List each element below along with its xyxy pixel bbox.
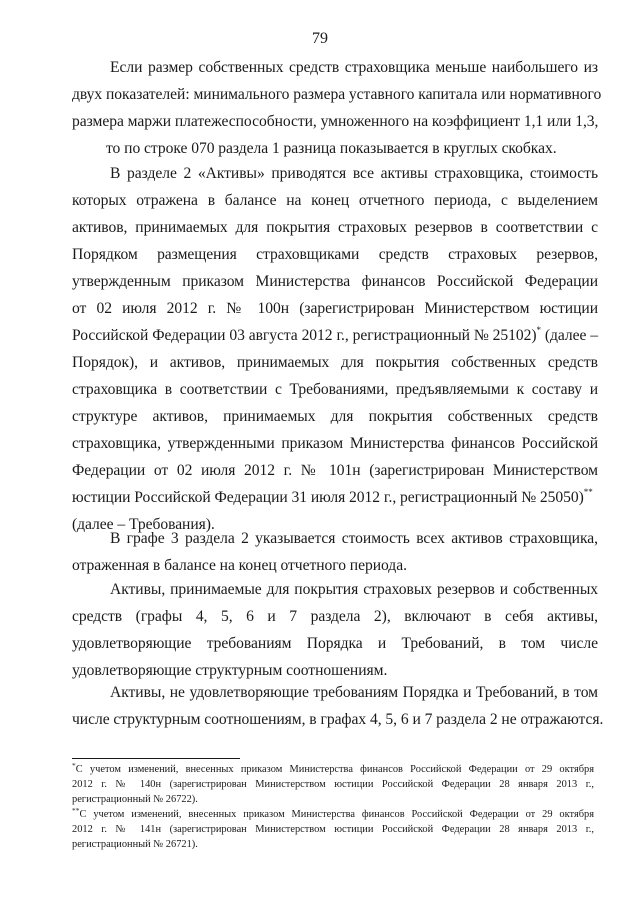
page-number: 79 (312, 30, 328, 47)
paragraph-line: В разделе 2 «Активы» приводятся все активы страховщика, стоимость (110, 165, 598, 182)
paragraph-line: Порядок), и активов, принимаемых для покрытия собственных средств (72, 354, 598, 371)
paragraph-4 (72, 576, 598, 684)
paragraph-line: числе структурным соотношениям, в графах 4, 5, 6 и 7 раздела 2 не отражаются. (72, 711, 604, 728)
footnote-mark-2: ** (583, 487, 593, 497)
paragraph-line-text: юстиции Российской Федерации 31 июля 2012 г., регистрационный № 25050) (72, 489, 584, 506)
footnote-divider (72, 758, 240, 759)
footnote-line: 2012 г. № 141н (зарегистрирован Министерством юстиции Российской Федерации 28 января 2013 г., (72, 824, 594, 835)
footnote-line (72, 807, 594, 822)
footnote-line-text: С учетом изменений, внесенных приказом Министерства финансов Российской Федерации от 29 октября (75, 764, 594, 775)
paragraph-line: отраженная в балансе на конец отчетного периода. (72, 557, 407, 574)
footnote-mark: ** (72, 806, 80, 815)
paragraph-line: утвержденным приказом Министерства финансов Российской Федерации (72, 273, 598, 290)
paragraph-line: страховщика в соответствии с Требованиями, предъявляемыми к составу и (72, 381, 598, 398)
footnote-1 (72, 762, 594, 807)
paragraph-1 (72, 54, 602, 162)
paragraph-3 (72, 525, 598, 579)
paragraph-line: Если размер собственных средств страховщика меньше наибольшего из (110, 59, 598, 76)
footnotes (72, 762, 594, 852)
paragraph-line: удовлетворяющие структурным соотношениям. (72, 662, 388, 679)
paragraph-line: Активы, не удовлетворяющие требованиям Порядка и Требований, в том (110, 684, 598, 701)
paragraph-line: Активы, принимаемые для покрытия страховых резервов и собственных (110, 581, 598, 598)
paragraph-line: то по строке 070 раздела 1 разница показывается в круглых скобках. (106, 140, 557, 157)
paragraph-line-text: (далее – (544, 327, 598, 344)
footnote-line: регистрационный № 26721). (72, 839, 198, 850)
paragraph-line-text: Российской Федерации 03 августа 2012 г., регистрационный № 25102) (72, 327, 537, 344)
paragraph-line: от 02 июля 2012 г. № 100н (зарегистрирован Министерством юстиции (72, 300, 598, 317)
paragraph-line: страховщика, утвержденными приказом Министерства финансов Российской (72, 435, 598, 452)
paragraph-line: активов, принимаемых для покрытия страховых резервов в соответствии с (72, 219, 598, 236)
footnote-line (72, 762, 594, 777)
paragraph-line: двух показателей: минимального размера уставного капитала или нормативного (72, 86, 602, 103)
paragraph-line: (далее – Требования). (72, 516, 215, 533)
paragraph-line: средств (графы 4, 5, 6 и 7 раздела 2), включают в себя активы, (72, 608, 598, 625)
footnote-mark: * (72, 761, 76, 770)
paragraph-line: структуре активов, принимаемых для покрытия собственных средств (72, 408, 598, 425)
paragraph-2 (72, 160, 598, 538)
footnote-mark-1: * (536, 325, 541, 335)
paragraph-line-with-footnote-mark (72, 322, 598, 349)
paragraph-line: Порядком размещения страховщиками средств страховых резервов, (72, 246, 598, 263)
paragraph-line: удовлетворяющие требованиям Порядка и Требований, в том числе (72, 635, 598, 652)
footnote-line: 2012 г. № 140н (зарегистрирован Министерством юстиции Российской Федерации 28 января 2013 г., (72, 779, 594, 790)
footnote-2 (72, 807, 594, 852)
paragraph-line: которых отражена в балансе на конец отчетного периода, с выделением (72, 192, 598, 209)
paragraph-line: размера маржи платежеспособности, умноженного на коэффициент 1,1 или 1,3, (72, 113, 599, 130)
footnote-line-text: С учетом изменений, внесенных приказом Министерства финансов Российской Федерации от 29 октября (79, 809, 594, 820)
footnote-line: регистрационный № 26722). (72, 794, 198, 805)
paragraph-line: Федерации от 02 июля 2012 г. № 101н (зарегистрирован Министерством (72, 462, 598, 479)
paragraph-line-with-footnote-mark (72, 484, 598, 511)
paragraph-5 (72, 679, 604, 733)
paragraph-line: В графе 3 раздела 2 указывается стоимость всех активов страховщика, (110, 530, 598, 547)
